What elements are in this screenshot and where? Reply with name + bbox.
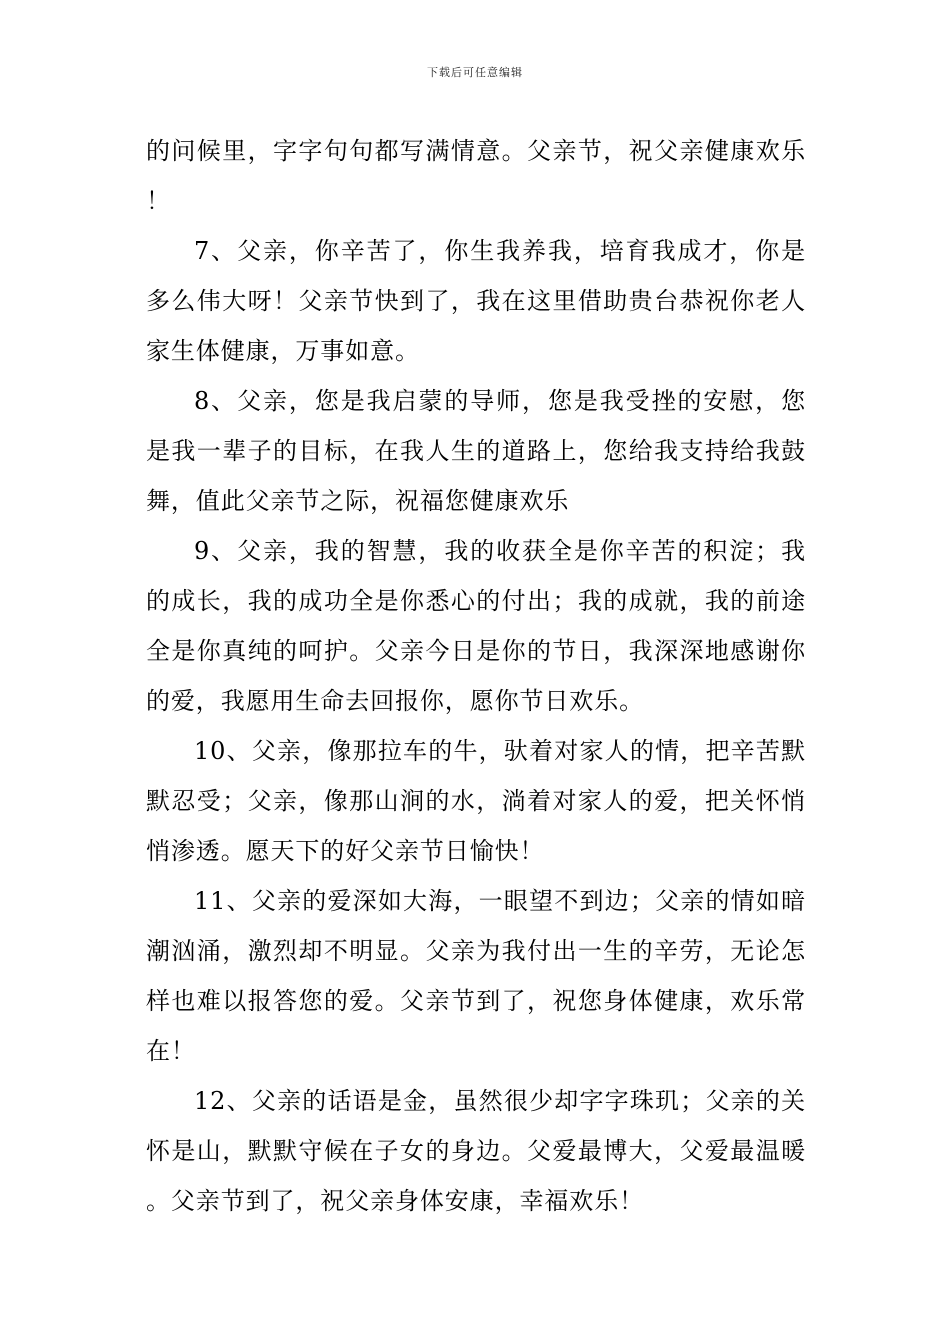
page-header: 下载后可任意编辑 (427, 66, 523, 79)
paragraph-wish-11: 11、父亲的爱深如大海，一眼望不到边；父亲的情如暗潮汹涌，激烈却不明显。父亲为我付出一生的辛劳，无论怎样也难以报答您的爱。父亲节到了，祝您身体健康，欢乐常在！ (146, 887, 806, 1065)
paragraph-wish-10: 10、父亲，像那拉车的牛，驮着对家人的情，把辛苦默默忍受；父亲，像那山涧的水，淌着对家人的爱，把关怀悄悄渗透。愿天下的好父亲节日愉快！ (146, 737, 806, 865)
paragraph-wish-8: 8、父亲，您是我启蒙的导师，您是我受挫的安慰，您是我一辈子的目标，在我人生的道路上，您给我支持给我鼓舞，值此父亲节之际，祝福您健康欢乐 (146, 387, 806, 515)
paragraph-wish-9: 9、父亲，我的智慧，我的收获全是你辛苦的积淀；我的成长，我的成功全是你悉心的付出；我的成就，我的前途全是你真纯的呵护。父亲今日是你的节日，我深深地感谢你的爱，我愿用生命去回报你，愿你节日欢乐。 (146, 537, 806, 715)
document-body (146, 126, 806, 1226)
paragraph-wish-12: 12、父亲的话语是金，虽然很少却字字珠玑；父亲的关怀是山，默默守候在子女的身边。父爱最博大，父爱最温暖。父亲节到了，祝父亲身体安康，幸福欢乐！ (146, 1087, 806, 1215)
paragraph-wish-7: 7、父亲，你辛苦了，你生我养我，培育我成才，你是多么伟大呀！父亲节快到了，我在这里借助贵台恭祝你老人家生体健康，万事如意。 (146, 237, 806, 365)
paragraph-continuation: 的问候里，字字句句都写满情意。父亲节，祝父亲健康欢乐！ (146, 137, 806, 215)
